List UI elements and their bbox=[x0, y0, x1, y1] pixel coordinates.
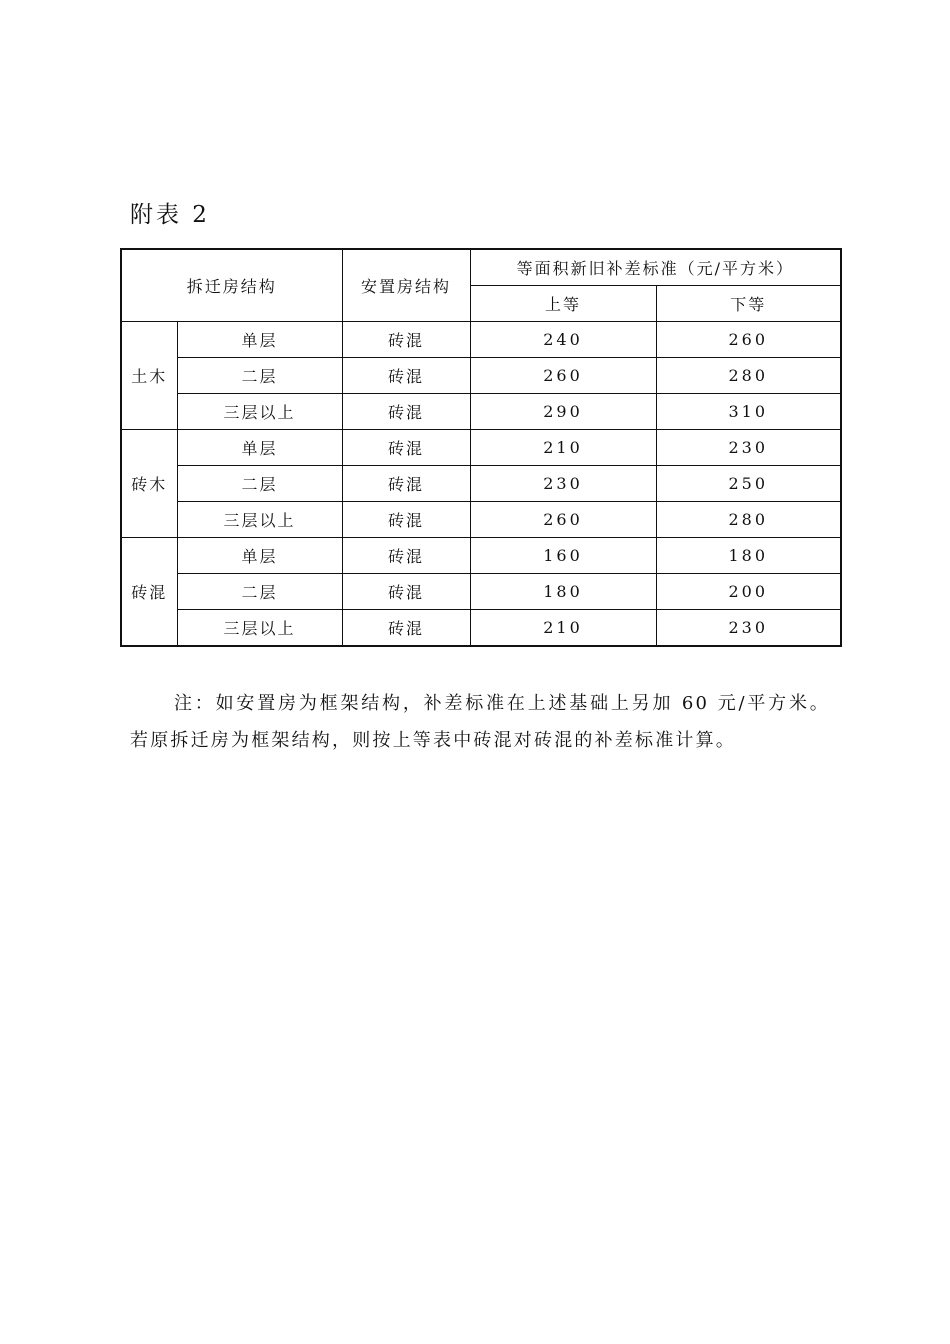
lower-value-cell: 260 bbox=[656, 322, 841, 358]
resettle-cell: 砖混 bbox=[342, 358, 470, 394]
table-row bbox=[121, 322, 841, 358]
floors-cell: 单层 bbox=[177, 538, 342, 574]
compensation-table-container bbox=[120, 248, 840, 647]
group-label: 砖混 bbox=[121, 538, 177, 647]
lower-value-cell: 230 bbox=[656, 430, 841, 466]
upper-value-cell: 260 bbox=[470, 502, 656, 538]
resettle-cell: 砖混 bbox=[342, 502, 470, 538]
resettle-cell: 砖混 bbox=[342, 574, 470, 610]
upper-value-cell: 210 bbox=[470, 610, 656, 647]
header-grade-lower: 下等 bbox=[656, 286, 841, 322]
table-row bbox=[121, 466, 841, 502]
floors-cell: 三层以上 bbox=[177, 394, 342, 430]
header-grade-upper: 上等 bbox=[470, 286, 656, 322]
floors-cell: 二层 bbox=[177, 358, 342, 394]
table-row bbox=[121, 610, 841, 647]
table-row bbox=[121, 394, 841, 430]
floors-cell: 二层 bbox=[177, 466, 342, 502]
lower-value-cell: 310 bbox=[656, 394, 841, 430]
footnote: 注：如安置房为框架结构，补差标准在上述基础上另加 60 元/平方米。若原拆迁房为框架结构，则按上等表中砖混对砖混的补差标准计算。 bbox=[130, 693, 830, 751]
header-original-structure: 拆迁房结构 bbox=[121, 249, 342, 322]
upper-value-cell: 160 bbox=[470, 538, 656, 574]
floors-cell: 二层 bbox=[177, 574, 342, 610]
resettle-cell: 砖混 bbox=[342, 430, 470, 466]
floors-cell: 单层 bbox=[177, 430, 342, 466]
lower-value-cell: 280 bbox=[656, 358, 841, 394]
lower-value-cell: 230 bbox=[656, 610, 841, 647]
group-label: 砖木 bbox=[121, 430, 177, 538]
document-title: 附表 2 bbox=[130, 202, 210, 228]
upper-value-cell: 260 bbox=[470, 358, 656, 394]
resettle-cell: 砖混 bbox=[342, 394, 470, 430]
table-row bbox=[121, 574, 841, 610]
lower-value-cell: 200 bbox=[656, 574, 841, 610]
table-row bbox=[121, 430, 841, 466]
resettle-cell: 砖混 bbox=[342, 466, 470, 502]
floors-cell: 三层以上 bbox=[177, 610, 342, 647]
header-resettlement-structure: 安置房结构 bbox=[342, 249, 470, 322]
upper-value-cell: 290 bbox=[470, 394, 656, 430]
table-row bbox=[121, 502, 841, 538]
header-row-1 bbox=[121, 249, 841, 286]
table-row bbox=[121, 358, 841, 394]
upper-value-cell: 240 bbox=[470, 322, 656, 358]
header-standard: 等面积新旧补差标准（元/平方米） bbox=[470, 249, 841, 286]
lower-value-cell: 180 bbox=[656, 538, 841, 574]
lower-value-cell: 250 bbox=[656, 466, 841, 502]
resettle-cell: 砖混 bbox=[342, 322, 470, 358]
group-label: 土木 bbox=[121, 322, 177, 430]
lower-value-cell: 280 bbox=[656, 502, 841, 538]
floors-cell: 单层 bbox=[177, 322, 342, 358]
resettle-cell: 砖混 bbox=[342, 538, 470, 574]
resettle-cell: 砖混 bbox=[342, 610, 470, 647]
upper-value-cell: 230 bbox=[470, 466, 656, 502]
table-row bbox=[121, 538, 841, 574]
upper-value-cell: 180 bbox=[470, 574, 656, 610]
floors-cell: 三层以上 bbox=[177, 502, 342, 538]
compensation-table bbox=[120, 248, 842, 647]
upper-value-cell: 210 bbox=[470, 430, 656, 466]
